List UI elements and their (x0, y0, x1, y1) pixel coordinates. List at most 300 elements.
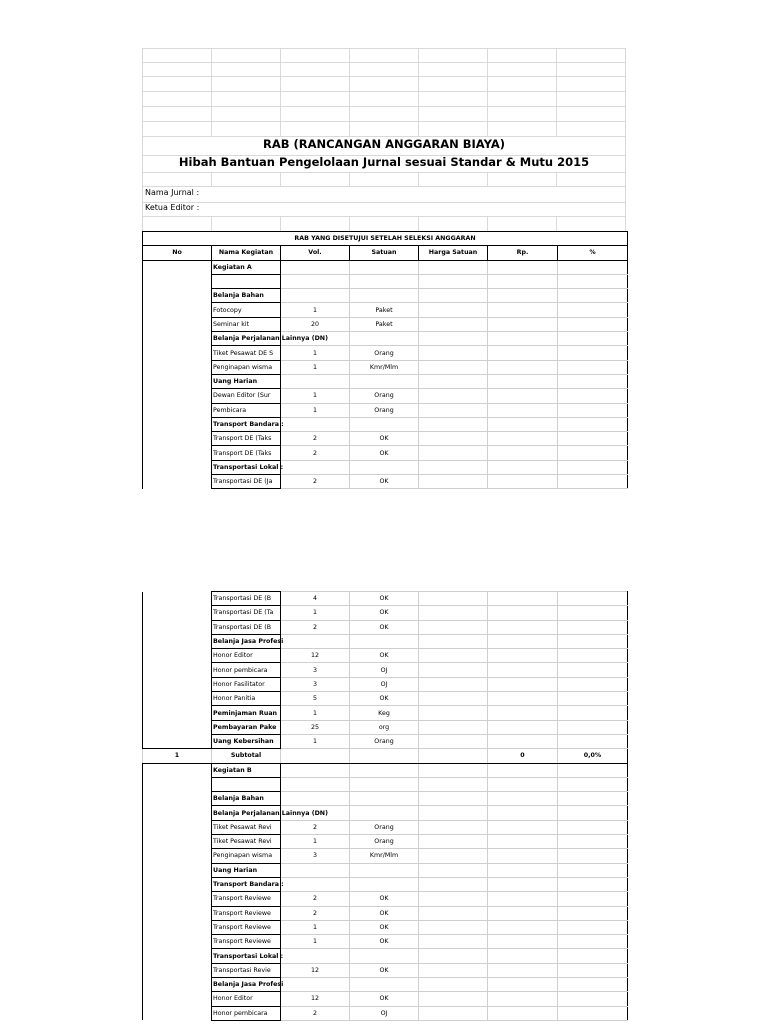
cell-nama-kegiatan: Honor pembicara (212, 1006, 281, 1020)
cell-rp (488, 877, 558, 891)
cell-rp (488, 920, 558, 934)
cell-no (143, 374, 212, 388)
cell-harga-satuan (419, 935, 488, 949)
cell-no (143, 649, 212, 663)
cell-no (143, 274, 212, 288)
cell-vol: 1 (281, 360, 350, 374)
cell-harga-satuan (419, 978, 488, 992)
cell-rp (488, 346, 558, 360)
cell-satuan: OK (350, 906, 419, 920)
table-row (143, 906, 628, 920)
cell-no (143, 317, 212, 331)
cell-rp: 0 (488, 749, 558, 763)
cell-percent (558, 289, 628, 303)
cell-no (143, 935, 212, 949)
cell-vol: 5 (281, 692, 350, 706)
cell-percent (558, 446, 628, 460)
cell-percent (558, 978, 628, 992)
cell-percent (558, 432, 628, 446)
cell-nama-kegiatan: Uang Kebersihan (212, 734, 281, 748)
table-row (143, 935, 628, 949)
cell-rp (488, 892, 558, 906)
cell-harga-satuan (419, 1006, 488, 1020)
cell-harga-satuan (419, 920, 488, 934)
cell-no (143, 592, 212, 606)
cell-vol (281, 863, 350, 877)
cell-no (143, 663, 212, 677)
cell-rp (488, 289, 558, 303)
cell-percent (558, 417, 628, 431)
cell-nama-kegiatan: Transport Reviewe (212, 920, 281, 934)
cell-satuan: Keg (350, 706, 419, 720)
cell-vol: 12 (281, 963, 350, 977)
cell-nama-kegiatan: Transportasi DE (B (212, 620, 281, 634)
cell-no (143, 892, 212, 906)
cell-nama-kegiatan: Transport Reviewe (212, 892, 281, 906)
cell-vol: 2 (281, 446, 350, 460)
cell-nama-kegiatan: Uang Harian (212, 374, 281, 388)
cell-harga-satuan (419, 792, 488, 806)
cell-nama-kegiatan: Transport Bandara : (212, 877, 281, 891)
cell-satuan: OK (350, 606, 419, 620)
table-row (143, 706, 628, 720)
table-row (143, 332, 628, 346)
table-row (143, 677, 628, 691)
cell-nama-kegiatan: Fotocopy (212, 303, 281, 317)
cell-vol: 2 (281, 432, 350, 446)
table-row (143, 260, 628, 274)
cell-nama-kegiatan: Transportasi DE (Ja (212, 475, 281, 489)
cell-rp (488, 634, 558, 648)
cell-percent (558, 849, 628, 863)
cell-percent: 0,0% (558, 749, 628, 763)
cell-rp (488, 274, 558, 288)
cell-nama-kegiatan: Belanja Bahan (212, 792, 281, 806)
cell-percent (558, 792, 628, 806)
cell-harga-satuan (419, 460, 488, 474)
cell-percent (558, 877, 628, 891)
cell-no (143, 360, 212, 374)
cell-nama-kegiatan: Transport DE (Taks (212, 432, 281, 446)
cell-percent (558, 360, 628, 374)
cell-nama-kegiatan: Tiket Pesawat Revi (212, 820, 281, 834)
cell-vol (281, 978, 350, 992)
cell-no (143, 475, 212, 489)
table-row (143, 417, 628, 431)
cell-rp (488, 692, 558, 706)
table-row (143, 692, 628, 706)
column-header-rp: Rp. (488, 246, 558, 260)
cell-no (143, 920, 212, 934)
cell-percent (558, 906, 628, 920)
cell-harga-satuan (419, 303, 488, 317)
cell-percent (558, 692, 628, 706)
cell-vol (281, 749, 350, 763)
cell-nama-kegiatan: Dewan Editor (Sur (212, 389, 281, 403)
cell-no (143, 417, 212, 431)
cell-satuan: OJ (350, 663, 419, 677)
cell-rp (488, 777, 558, 791)
cell-no (143, 978, 212, 992)
cell-no (143, 720, 212, 734)
cell-harga-satuan (419, 260, 488, 274)
table-row (143, 949, 628, 963)
cell-vol: 4 (281, 592, 350, 606)
cell-satuan: OK (350, 620, 419, 634)
cell-vol (281, 777, 350, 791)
cell-satuan: OK (350, 935, 419, 949)
cell-satuan: Paket (350, 303, 419, 317)
cell-rp (488, 835, 558, 849)
cell-harga-satuan (419, 835, 488, 849)
cell-vol: 1 (281, 403, 350, 417)
cell-satuan: OJ (350, 1006, 419, 1020)
cell-rp (488, 792, 558, 806)
cell-satuan: Orang (350, 734, 419, 748)
cell-rp (488, 963, 558, 977)
table-row (143, 835, 628, 849)
cell-percent (558, 374, 628, 388)
cell-satuan: OK (350, 992, 419, 1006)
cell-harga-satuan (419, 949, 488, 963)
cell-percent (558, 820, 628, 834)
table-row (143, 1006, 628, 1020)
cell-harga-satuan (419, 446, 488, 460)
cell-vol: 3 (281, 677, 350, 691)
cell-vol (281, 792, 350, 806)
cell-harga-satuan (419, 360, 488, 374)
cell-rp (488, 935, 558, 949)
cell-rp (488, 389, 558, 403)
cell-nama-kegiatan: Honor pembicara (212, 663, 281, 677)
cell-vol: 2 (281, 892, 350, 906)
cell-vol: 12 (281, 649, 350, 663)
cell-no: 1 (143, 749, 212, 763)
cell-percent (558, 806, 628, 820)
cell-rp (488, 949, 558, 963)
table-row (143, 274, 628, 288)
table-row (143, 374, 628, 388)
cell-harga-satuan (419, 692, 488, 706)
cell-percent (558, 475, 628, 489)
table-row (143, 634, 628, 648)
cell-nama-kegiatan: Uang Harian (212, 863, 281, 877)
table-row (143, 720, 628, 734)
cell-vol: 2 (281, 475, 350, 489)
table-row (143, 289, 628, 303)
cell-harga-satuan (419, 403, 488, 417)
cell-nama-kegiatan: Transportasi DE (B (212, 592, 281, 606)
cell-nama-kegiatan: Transportasi DE (Ta (212, 606, 281, 620)
field-nama-jurnal-label: Nama Jurnal : (145, 188, 200, 197)
cell-percent (558, 606, 628, 620)
cell-no (143, 792, 212, 806)
cell-percent (558, 835, 628, 849)
cell-harga-satuan (419, 620, 488, 634)
cell-no (143, 992, 212, 1006)
cell-nama-kegiatan (212, 777, 281, 791)
cell-percent (558, 260, 628, 274)
cell-vol: 12 (281, 992, 350, 1006)
table-row (143, 360, 628, 374)
cell-nama-kegiatan: Honor Fasilitator (212, 677, 281, 691)
cell-percent (558, 403, 628, 417)
cell-percent (558, 935, 628, 949)
cell-percent (558, 389, 628, 403)
cell-no (143, 606, 212, 620)
cell-rp (488, 303, 558, 317)
table-row (143, 978, 628, 992)
cell-nama-kegiatan: Belanja Jasa Profesi (212, 978, 281, 992)
cell-harga-satuan (419, 634, 488, 648)
cell-nama-kegiatan: Subtotal (212, 749, 281, 763)
table-row (143, 620, 628, 634)
cell-nama-kegiatan: Honor Editor (212, 992, 281, 1006)
cell-percent (558, 663, 628, 677)
cell-percent (558, 317, 628, 331)
cell-vol: 1 (281, 346, 350, 360)
cell-vol (281, 374, 350, 388)
document-title: RAB (RANCANGAN ANGGARAN BIAYA) (262, 137, 505, 151)
cell-vol: 2 (281, 820, 350, 834)
cell-satuan (350, 289, 419, 303)
table-row (143, 403, 628, 417)
cell-satuan: Orang (350, 835, 419, 849)
cell-no (143, 303, 212, 317)
cell-nama-kegiatan: Transport Reviewe (212, 906, 281, 920)
cell-no (143, 706, 212, 720)
cell-vol: 1 (281, 706, 350, 720)
cell-rp (488, 720, 558, 734)
cell-percent (558, 620, 628, 634)
cell-satuan: OK (350, 446, 419, 460)
budget-table-part-1 (142, 231, 628, 489)
cell-harga-satuan (419, 734, 488, 748)
cell-nama-kegiatan: Peminjaman Ruan (212, 706, 281, 720)
cell-no (143, 763, 212, 777)
cell-percent (558, 920, 628, 934)
column-header-nama-kegiatan: Nama Kegiatan (212, 246, 281, 260)
cell-satuan: Kmr/Mlm (350, 849, 419, 863)
cell-satuan: OK (350, 892, 419, 906)
cell-nama-kegiatan: Honor Panitia (212, 692, 281, 706)
cell-no (143, 460, 212, 474)
cell-rp (488, 806, 558, 820)
cell-rp (488, 446, 558, 460)
cell-vol (281, 460, 350, 474)
cell-harga-satuan (419, 274, 488, 288)
cell-vol (281, 949, 350, 963)
column-header-vol: Vol. (281, 246, 350, 260)
cell-rp (488, 460, 558, 474)
table-row (143, 892, 628, 906)
cell-satuan (350, 332, 419, 346)
table-row (143, 303, 628, 317)
column-header-no: No (143, 246, 212, 260)
cell-no (143, 677, 212, 691)
table-row (143, 792, 628, 806)
cell-rp (488, 649, 558, 663)
cell-nama-kegiatan: Transportasi Lokal : (212, 949, 281, 963)
table-row (143, 734, 628, 748)
cell-vol: 1 (281, 920, 350, 934)
table-row (143, 460, 628, 474)
cell-no (143, 877, 212, 891)
cell-vol (281, 877, 350, 891)
cell-nama-kegiatan: Honor Editor (212, 649, 281, 663)
table-row (143, 763, 628, 777)
cell-harga-satuan (419, 906, 488, 920)
cell-nama-kegiatan: Pembicara (212, 403, 281, 417)
cell-satuan: OK (350, 592, 419, 606)
cell-harga-satuan (419, 992, 488, 1006)
cell-percent (558, 677, 628, 691)
cell-vol: 2 (281, 620, 350, 634)
cell-satuan: Paket (350, 317, 419, 331)
cell-vol: 3 (281, 849, 350, 863)
cell-satuan: Orang (350, 346, 419, 360)
cell-harga-satuan (419, 706, 488, 720)
cell-harga-satuan (419, 892, 488, 906)
cell-vol: 1 (281, 303, 350, 317)
cell-nama-kegiatan: Belanja Perjalanan Lainnya (DN) (212, 332, 281, 346)
table-row (143, 806, 628, 820)
cell-satuan (350, 877, 419, 891)
cell-no (143, 432, 212, 446)
cell-satuan (350, 634, 419, 648)
cell-no (143, 734, 212, 748)
cell-satuan: Kmr/Mlm (350, 360, 419, 374)
cell-harga-satuan (419, 317, 488, 331)
cell-no (143, 389, 212, 403)
cell-harga-satuan (419, 777, 488, 791)
cell-nama-kegiatan: Pembayaran Pake (212, 720, 281, 734)
cell-vol: 1 (281, 606, 350, 620)
cell-satuan: OK (350, 963, 419, 977)
cell-nama-kegiatan: Belanja Perjalanan Lainnya (DN) (212, 806, 281, 820)
cell-satuan (350, 978, 419, 992)
table-row (143, 663, 628, 677)
cell-nama-kegiatan (212, 274, 281, 288)
table-row (143, 592, 628, 606)
cell-vol: 1 (281, 835, 350, 849)
cell-harga-satuan (419, 332, 488, 346)
cell-rp (488, 763, 558, 777)
cell-rp (488, 734, 558, 748)
cell-vol: 2 (281, 1006, 350, 1020)
cell-no (143, 620, 212, 634)
cell-no (143, 906, 212, 920)
cell-rp (488, 978, 558, 992)
table-row (143, 849, 628, 863)
cell-no (143, 949, 212, 963)
cell-rp (488, 592, 558, 606)
cell-percent (558, 992, 628, 1006)
cell-satuan (350, 749, 419, 763)
cell-harga-satuan (419, 289, 488, 303)
cell-percent (558, 863, 628, 877)
cell-harga-satuan (419, 820, 488, 834)
table-row (143, 877, 628, 891)
cell-percent (558, 634, 628, 648)
cell-no (143, 692, 212, 706)
cell-percent (558, 734, 628, 748)
table-row (143, 446, 628, 460)
cell-vol (281, 289, 350, 303)
cell-percent (558, 1006, 628, 1020)
cell-harga-satuan (419, 849, 488, 863)
cell-percent (558, 332, 628, 346)
cell-rp (488, 260, 558, 274)
cell-rp (488, 677, 558, 691)
cell-percent (558, 777, 628, 791)
field-ketua-editor-label: Ketua Editor : (145, 203, 200, 212)
cell-vol: 1 (281, 389, 350, 403)
cell-satuan (350, 792, 419, 806)
cell-nama-kegiatan: Transport Reviewe (212, 935, 281, 949)
cell-satuan: org (350, 720, 419, 734)
cell-no (143, 863, 212, 877)
cell-harga-satuan (419, 346, 488, 360)
cell-rp (488, 475, 558, 489)
cell-vol: 1 (281, 935, 350, 949)
table-row (143, 346, 628, 360)
cell-satuan: OK (350, 649, 419, 663)
cell-vol: 1 (281, 734, 350, 748)
cell-harga-satuan (419, 606, 488, 620)
cell-vol: 3 (281, 663, 350, 677)
cell-nama-kegiatan: Transportasi Lokal : (212, 460, 281, 474)
cell-no (143, 260, 212, 274)
cell-vol: 2 (281, 906, 350, 920)
table-row (143, 649, 628, 663)
cell-no (143, 403, 212, 417)
table-row (143, 920, 628, 934)
cell-harga-satuan (419, 475, 488, 489)
cell-nama-kegiatan: Kegiatan B (212, 763, 281, 777)
cell-rp (488, 417, 558, 431)
cell-satuan (350, 763, 419, 777)
column-header-percent: % (558, 246, 628, 260)
cell-satuan: OK (350, 692, 419, 706)
cell-no (143, 332, 212, 346)
cell-satuan (350, 374, 419, 388)
table-row (143, 432, 628, 446)
cell-no (143, 806, 212, 820)
cell-harga-satuan (419, 877, 488, 891)
cell-rp (488, 620, 558, 634)
cell-harga-satuan (419, 592, 488, 606)
table-row (143, 963, 628, 977)
cell-percent (558, 720, 628, 734)
cell-satuan: OK (350, 920, 419, 934)
cell-nama-kegiatan: Tiket Pesawat DE S (212, 346, 281, 360)
cell-nama-kegiatan: Penginapan wisma (212, 360, 281, 374)
document-subtitle: Hibah Bantuan Pengelolaan Jurnal sesuai Standar & Mutu 2015 (178, 155, 590, 169)
cell-satuan (350, 460, 419, 474)
cell-nama-kegiatan: Seminar kit (212, 317, 281, 331)
cell-satuan (350, 777, 419, 791)
cell-nama-kegiatan: Belanja Jasa Profesi (212, 634, 281, 648)
cell-percent (558, 303, 628, 317)
cell-rp (488, 992, 558, 1006)
cell-rp (488, 820, 558, 834)
cell-satuan (350, 260, 419, 274)
cell-harga-satuan (419, 806, 488, 820)
cell-percent (558, 460, 628, 474)
column-header-harga-satuan: Harga Satuan (419, 246, 488, 260)
cell-harga-satuan (419, 749, 488, 763)
